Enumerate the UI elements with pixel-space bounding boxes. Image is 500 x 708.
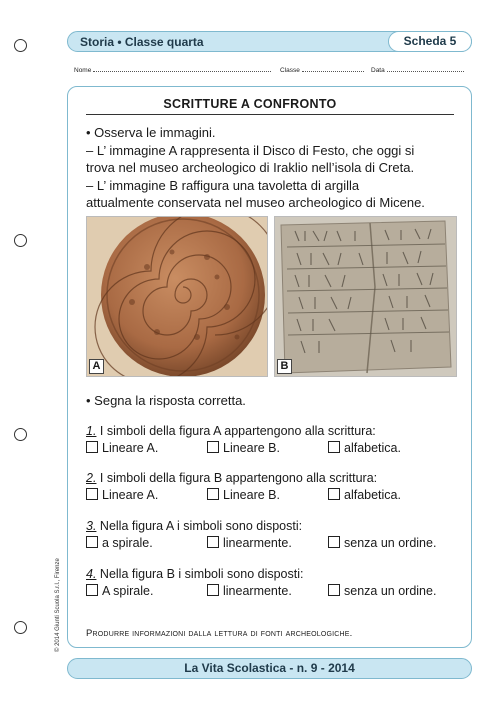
option-label: linearmente. [223, 536, 292, 550]
q4-option-senza-ordine[interactable] [328, 584, 436, 598]
q1-option-alfabetica[interactable] [328, 441, 401, 455]
binder-hole [14, 234, 27, 247]
option-label: Lineare B. [223, 488, 280, 502]
q1-option-lineare-b[interactable] [207, 441, 280, 455]
q3-option-linearmente[interactable] [207, 536, 292, 550]
checkbox[interactable] [328, 441, 340, 453]
checkbox[interactable] [86, 536, 98, 548]
checkbox[interactable] [86, 441, 98, 453]
q4-option-spirale[interactable] [86, 584, 153, 598]
intro-line: • Osserva le immagini. [86, 125, 216, 140]
option-label: senza un ordine. [344, 536, 437, 550]
learning-objective: Produrre informazioni dalla lettura di fonti archeologiche. [86, 628, 353, 639]
copyright-credit: © 2014 Giunti Scuola S.r.l., Firenze [55, 558, 61, 652]
intro-line: – L’ immagine B raffigura una tavoletta di argilla [86, 177, 360, 193]
question-number: 4. [86, 567, 97, 581]
sheet-number: Scheda 5 [388, 31, 472, 52]
question-number: 2. [86, 471, 97, 485]
question-text: Nella figura A i simboli sono disposti: [96, 519, 303, 533]
intro-line: – L’ immagine A rappresenta il Disco di Festo, che oggi si [86, 142, 415, 158]
option-label: Lineare B. [223, 441, 280, 455]
date-label: Data [371, 67, 385, 74]
question-2 [86, 471, 466, 505]
binder-hole [14, 621, 27, 634]
subject-title: Storia • Classe quarta [80, 35, 204, 49]
header-bar [67, 31, 472, 52]
checkbox[interactable] [207, 488, 219, 500]
binder-hole [14, 39, 27, 52]
question-4 [86, 567, 466, 601]
footer-publication: La Vita Scolastica - n. 9 - 2014 [67, 658, 472, 679]
option-label: alfabetica. [344, 441, 401, 455]
image-phaistos-disc [86, 216, 268, 377]
question-text: I simboli della figura A appartengono alla scrittura: [96, 424, 376, 438]
image-clay-tablet [274, 216, 457, 377]
date-line[interactable] [387, 66, 464, 72]
date-field[interactable] [371, 66, 464, 74]
checkbox[interactable] [86, 488, 98, 500]
option-label: A spirale. [102, 584, 154, 598]
question-3 [86, 519, 466, 553]
page-title: SCRITTURE A CONFRONTO [163, 97, 337, 111]
option-label: Lineare A. [102, 441, 159, 455]
checkbox[interactable] [207, 536, 219, 548]
intro-line: trova nel museo archeologico di Iraklio nell’isola di Creta. [86, 160, 415, 175]
q3-option-senza-ordine[interactable] [328, 536, 436, 550]
intro-line: attualmente conservata nel museo archeologico di Micene. [86, 195, 425, 210]
option-label: Lineare A. [102, 488, 159, 502]
binder-hole [14, 428, 27, 441]
option-label: alfabetica. [344, 488, 401, 502]
name-label: Nome [74, 67, 92, 74]
image-a-label: A [89, 359, 104, 374]
question-number: 1. [86, 424, 97, 438]
question-text: Nella figura B i simboli sono disposti: [96, 567, 304, 581]
instruction: • Segna la risposta corretta. [86, 393, 246, 408]
checkbox[interactable] [207, 584, 219, 596]
q2-option-lineare-a[interactable] [86, 488, 158, 502]
image-b-label: B [277, 359, 292, 374]
clay-tablet-illustration [275, 217, 457, 377]
class-line[interactable] [302, 66, 364, 72]
option-label: a spirale. [102, 536, 153, 550]
name-field[interactable] [74, 66, 271, 74]
checkbox[interactable] [207, 441, 219, 453]
checkbox[interactable] [86, 584, 98, 596]
name-line[interactable] [93, 66, 271, 72]
checkbox[interactable] [328, 488, 340, 500]
q2-option-alfabetica[interactable] [328, 488, 401, 502]
question-text: I simboli della figura B appartengono alla scrittura: [96, 471, 378, 485]
class-label: Classe [280, 67, 300, 74]
checkbox[interactable] [328, 536, 340, 548]
q2-option-lineare-b[interactable] [207, 488, 280, 502]
title-divider [86, 114, 454, 115]
phaistos-disc-illustration [87, 217, 268, 377]
q4-option-linearmente[interactable] [207, 584, 292, 598]
intro-text [86, 124, 466, 212]
question-1 [86, 424, 466, 458]
q1-option-lineare-a[interactable] [86, 441, 158, 455]
question-number: 3. [86, 519, 97, 533]
option-label: senza un ordine. [344, 584, 437, 598]
option-label: linearmente. [223, 584, 292, 598]
q3-option-spirale[interactable] [86, 536, 153, 550]
checkbox[interactable] [328, 584, 340, 596]
class-field[interactable] [280, 66, 364, 74]
